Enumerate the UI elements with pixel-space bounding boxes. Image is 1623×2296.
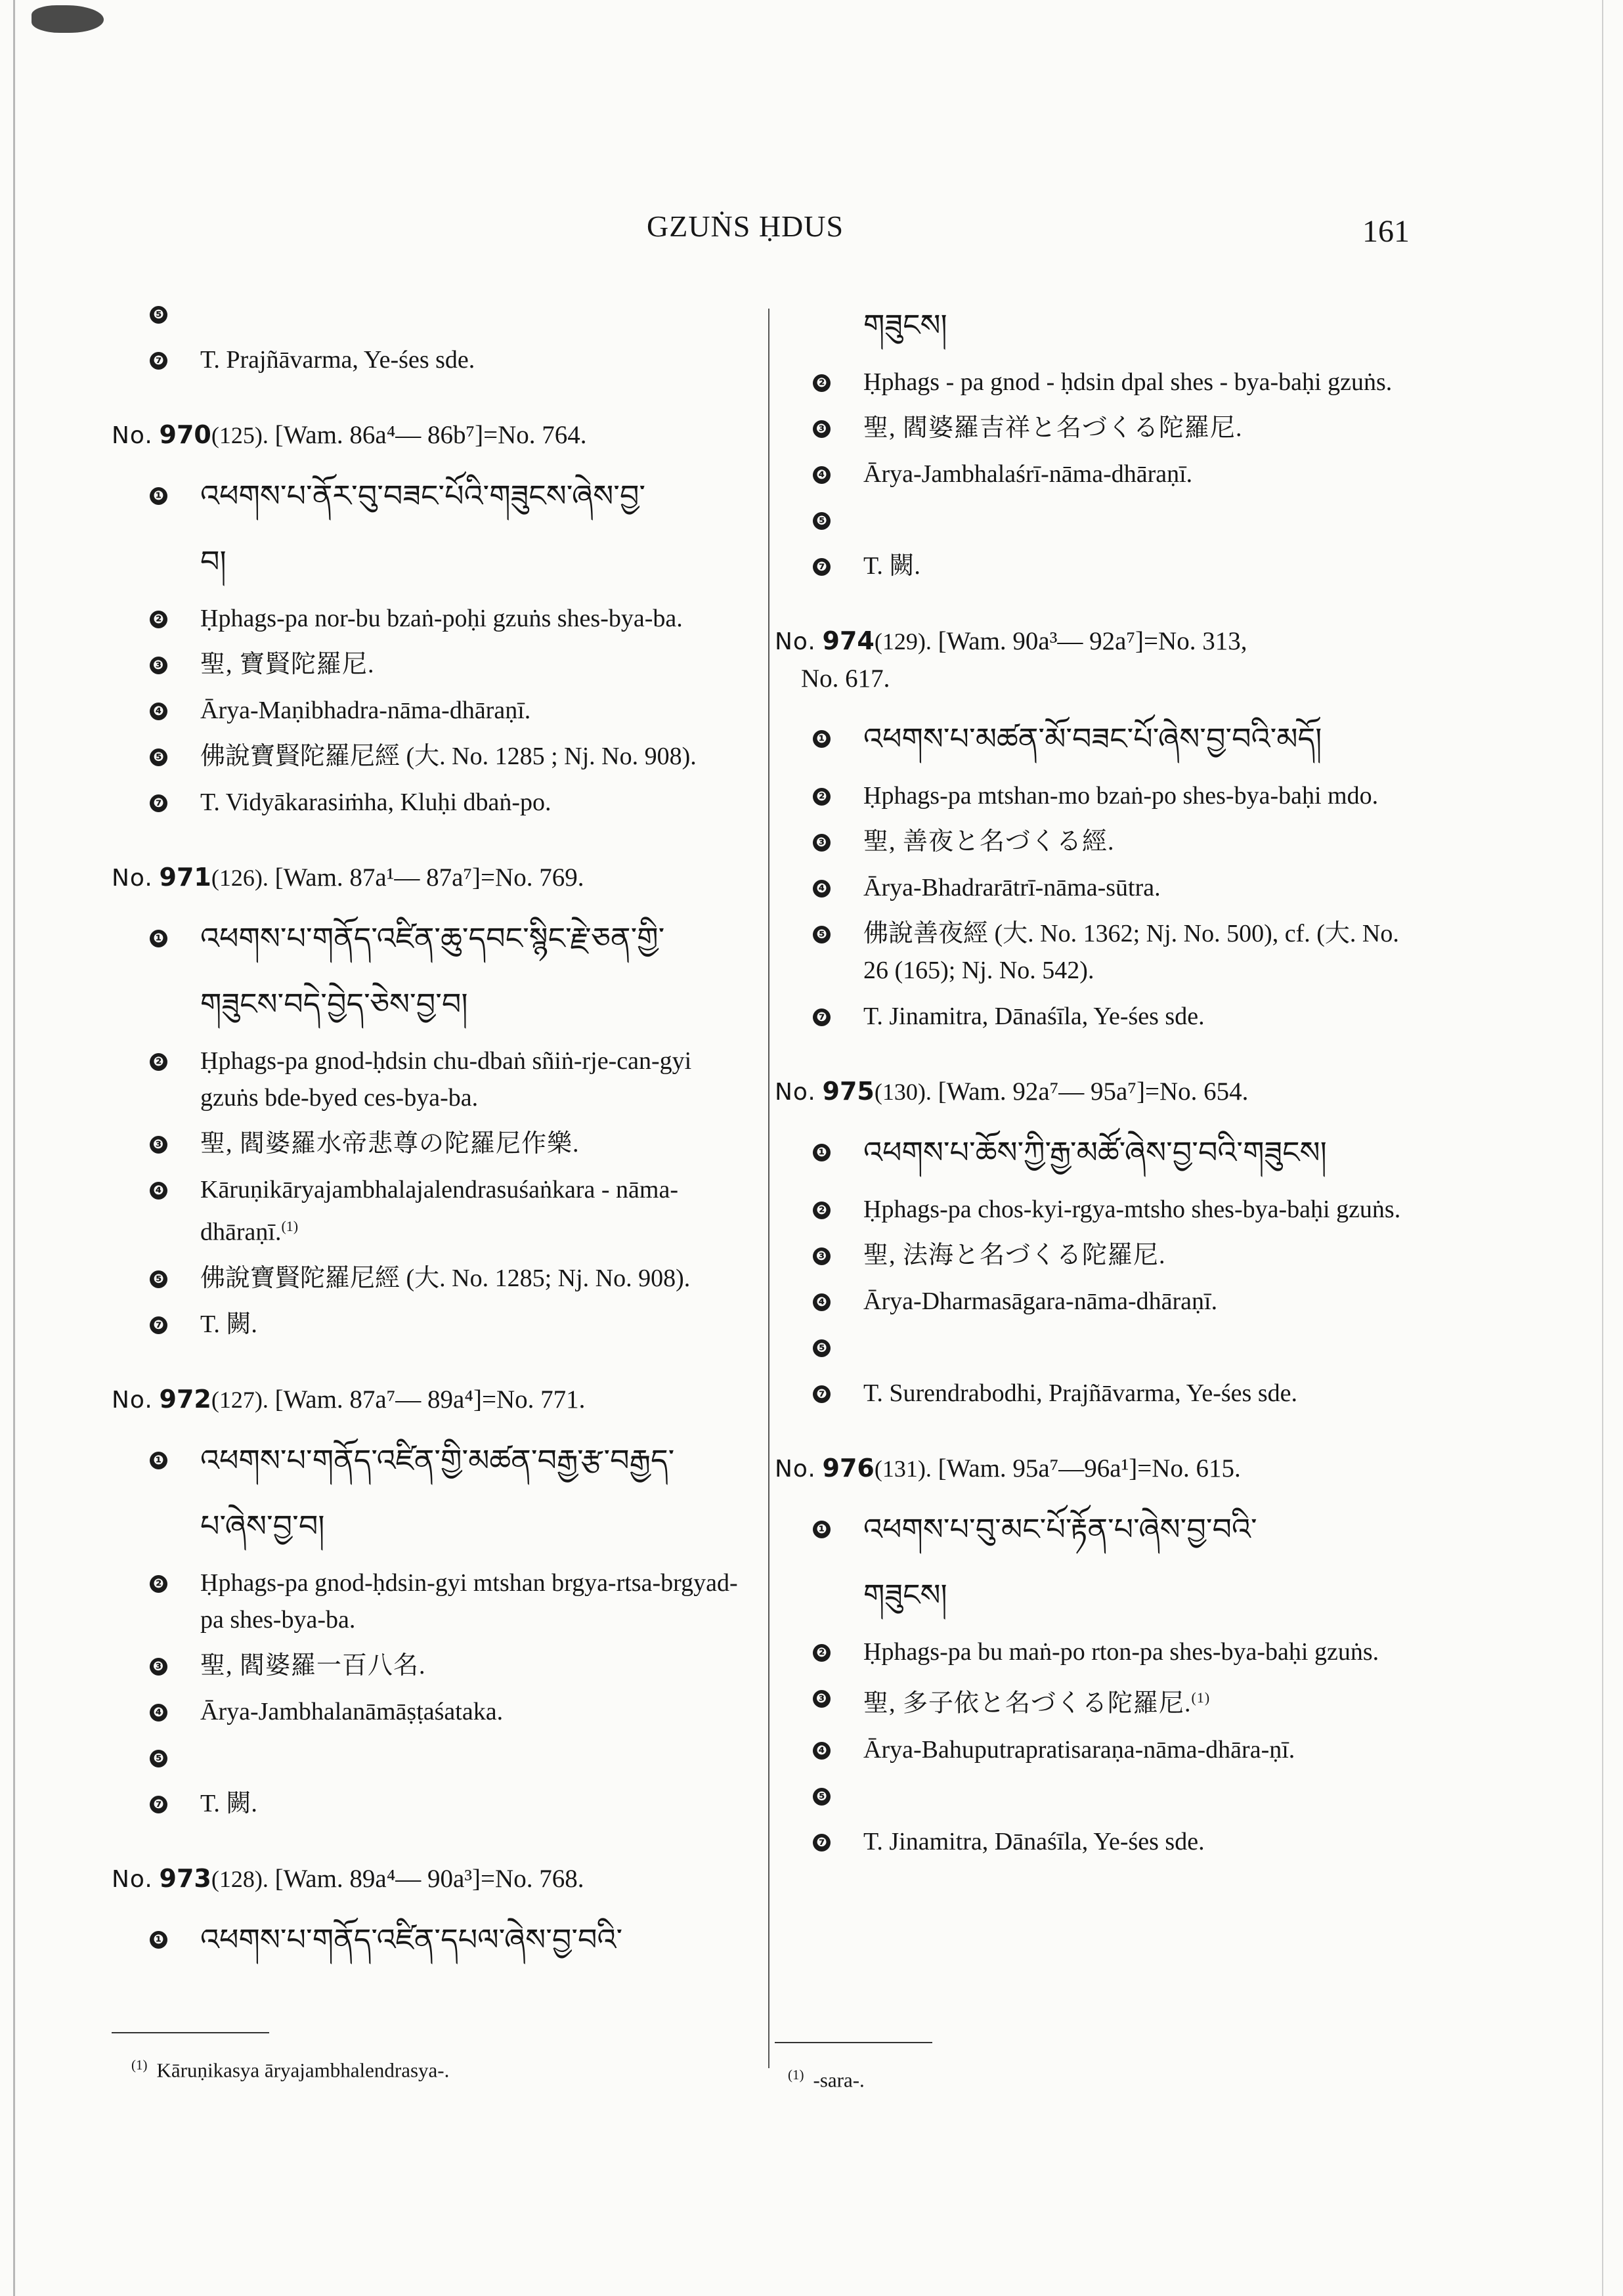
right-column [775,295,1421,1869]
entry-976-header: No. 976(131). [Wam. 95a⁷—96a¹]=No. 615. [775,1454,1241,1483]
marker-1-icon: ❶ [150,930,167,947]
marker-4-icon: ❹ [813,880,831,898]
marker-1-icon: ❶ [813,1144,831,1161]
chinese-title: ❸ 聖, 法海と名づくる陀羅尼. [775,1237,1421,1274]
transliteration: ❷ Ḥphags-pa gnod-ḥdsin chu-dbaṅ sñiṅ-rje-can-gyi gzuṅs bde-byed ces-bya-ba. [112,1043,752,1116]
marker-4-icon: ❹ [813,1293,831,1311]
translator-line: ❼ T. 闕. [112,1306,752,1343]
entry-973-header: No. 973(128). [Wam. 89a⁴— 90a³]=No. 768. [112,1863,584,1893]
tibetan-title-cont: པ་ཞེས་བྱ་བ། [200,1507,325,1544]
chinese-canon-reference [775,502,1421,538]
transliteration: ❷ Ḥphags-pa nor-bu bzaṅ-poḥi gzuṅs shes-bya-ba. [112,600,752,637]
footnote-left [131,2052,449,2083]
marker-3-icon: ❸ [813,1247,831,1265]
tibetan-title: ❶ འཕགས་པ་ནོར་བུ་བཟང་པོའི་གཟུངས་ཞེས་བྱ་ [112,466,752,525]
footnote-right [788,2062,865,2093]
transliteration: ❷ Ḥphags-pa mtshan-mo bzaṅ-po shes-bya-baḥi mdo. [775,777,1421,814]
left-column [112,295,752,1978]
sanskrit-title: ❹ Ārya-Maṇibhadra-nāma-dhāraṇī. [112,692,752,729]
tibetan-title-cont: བ། [200,544,227,579]
marker-5-icon: ❺ [150,306,167,324]
chinese-title: ❸ 聖, 閻婆羅一百八名. [112,1647,752,1684]
page-edge-right [1602,0,1603,2296]
ink-blot [32,5,104,33]
marker-5-icon: ❺ [813,512,831,530]
footnote-rule-left [112,2032,269,2033]
wam-reference: [Wam. 89a⁴— 90a³]=No. 768. [274,1864,584,1893]
wam-reference: [Wam. 87a¹— 87a⁷]=No. 769. [274,863,584,892]
entry-972-header: No. 972(127). [Wam. 87a⁷— 89a⁴]=No. 771. [112,1384,586,1414]
entry-970-header: No. 970(125). [Wam. 86a⁴— 86b⁷]=No. 764. [112,420,587,449]
translator-line: T. Prajñāvarma, Ye-śes sde. [200,346,475,374]
chinese-canon-reference [112,1739,752,1776]
footnote-reference: (1) [1191,1689,1211,1706]
entry-969-item-5 [112,295,752,332]
transliteration: ❷ Ḥphags-pa gnod-ḥdsin-gyi mtshan brgya-rtsa-brgyad-pa shes-bya-ba. [112,1565,752,1638]
marker-1-icon: ❶ [813,1521,831,1538]
marker-5-icon: ❺ [150,1270,167,1288]
tibetan-title-cont: གཟུངས་བདེ་བྱེད་ཅེས་བྱ་བ། [200,986,468,1022]
sanskrit-title: ❹ Ārya-Bhadrarātrī-nāma-sūtra. [775,869,1421,906]
marker-3-icon: ❸ [813,1690,831,1708]
sanskrit-title: ❹ Ārya-Jambhalanāmāṣṭaśataka. [112,1693,752,1730]
translator-line: ❼ T. 闕. [112,1785,752,1822]
tibetan-title: ❶ འཕགས་པ་གནོད་འཛིན་གྱི་མཚན་བརྒྱ་རྩ་བརྒྱད་ [112,1431,752,1490]
marker-5-icon: ❺ [813,926,831,943]
marker-2-icon: ❷ [150,1053,167,1071]
marker-7-icon: ❼ [150,794,167,812]
marker-7-icon: ❼ [150,1796,167,1813]
marker-3-icon: ❸ [150,1658,167,1676]
translator-line: ❼ T. Vidyākarasiṁha, Kluḥi dbaṅ-po. [112,784,752,821]
tibetan-title: ❶ འཕགས་པ་ཆོས་ཀྱི་རྒྱ་མཚོ་ཞེས་བྱ་བའི་གཟུངས། [775,1123,1421,1182]
chinese-title: ❸ 聖, 閻婆羅水帝悲尊の陀羅尼作樂. [112,1125,752,1162]
sanskrit-title: ❹ Ārya-Jambhalaśrī-nāma-dhāraṇī. [775,456,1421,492]
transliteration: ❷ Ḥphags-pa bu maṅ-po rton-pa shes-bya-baḥi gzuṅs. [775,1634,1421,1670]
translator-line: ❼ T. Jinamitra, Dānaśīla, Ye-śes sde. [775,1823,1421,1860]
chinese-canon-reference [775,1777,1421,1814]
marker-5-icon: ❺ [813,1788,831,1806]
chinese-canon-reference: ❺ 佛說善夜經 (大. No. 1362; Nj. No. 500), cf. (大. No. 26 (165); Nj. No. 542). [775,915,1421,989]
footnote-mark: (1) [788,2067,804,2083]
tibetan-title: ❶ འཕགས་པ་བུ་མང་པོ་རྟོན་པ་ཞེས་བྱ་བའི་ [775,1500,1421,1559]
tibetan-title: ❶ འཕགས་པ་མཚན་མོ་བཟང་པོ་ཞེས་བྱ་བའི་མདོ། [775,709,1421,768]
page-edge-left [13,0,15,2296]
tibetan-title-cont: གཟུངས། [863,1577,947,1613]
column-divider [768,309,769,2068]
entry-971-header: No. 971(126). [Wam. 87a¹— 87a⁷]=No. 769. [112,863,584,892]
wam-reference: [Wam. 92a⁷— 95a⁷]=No. 654. [938,1077,1249,1106]
sanskrit-title: ❹ Kāruṇikāryajambhalajalendrasuśaṅkara - nāma-dhāraṇī.$^{(1)}$ [112,1171,752,1251]
marker-5-icon: ❺ [150,748,167,766]
entry-974-header: No. 974(129). [Wam. 90a³— 92a⁷]=No. 313, No. 617. [775,622,1421,697]
tibetan-title-cont: གཟུངས། [863,307,947,343]
marker-4-icon: ❹ [150,703,167,720]
marker-2-icon: ❷ [813,374,831,392]
wam-reference: [Wam. 86a⁴— 86b⁷]=No. 764. [274,421,587,449]
chinese-canon-reference: ❺ 佛說寶賢陀羅尼經 (大. No. 1285; Nj. No. 908). [112,1260,752,1297]
running-head: GZUṄS ḤDUS [647,209,844,243]
footnote-text: -sara-. [813,2068,865,2092]
entry-975-header: No. 975(130). [Wam. 92a⁷— 95a⁷]=No. 654. [775,1077,1249,1106]
sanskrit-title: ❹ Ārya-Bahuputrapratisaraṇa-nāma-dhāra-ṇī. [775,1731,1421,1768]
chinese-canon-reference [775,1329,1421,1366]
marker-3-icon: ❸ [813,420,831,438]
wam-reference-cont: No. 617. [801,664,890,693]
wam-reference: [Wam. 87a⁷— 89a⁴]=No. 771. [274,1385,586,1414]
translator-line: ❼ T. Jinamitra, Dānaśīla, Ye-śes sde. [775,998,1421,1035]
chinese-canon-reference: ❺ 佛說寶賢陀羅尼經 (大. No. 1285 ; Nj. No. 908). [112,738,752,775]
marker-5-icon: ❺ [150,1750,167,1767]
marker-7-icon: ❼ [813,558,831,576]
marker-7-icon: ❼ [813,1008,831,1026]
transliteration: ❷ Ḥphags-pa chos-kyi-rgya-mtsho shes-bya-baḥi gzuṅs. [775,1191,1421,1228]
transliteration: ❷ Ḥphags - pa gnod - ḥdsin dpal shes - bya-baḥi gzuṅs. [775,364,1421,401]
marker-1-icon: ❶ [150,1452,167,1469]
marker-4-icon: ❹ [150,1182,167,1200]
marker-4-icon: ❹ [150,1704,167,1722]
marker-1-icon: ❶ [150,487,167,505]
marker-7-icon: ❼ [813,1834,831,1852]
footnote-mark: (1) [131,2057,148,2073]
marker-2-icon: ❷ [813,788,831,806]
chinese-title: ❸ 聖, 寶賢陀羅尼. [112,646,752,683]
marker-3-icon: ❸ [150,1136,167,1154]
marker-3-icon: ❸ [813,834,831,852]
footnote-reference: (1) [281,1218,299,1234]
marker-1-icon: ❶ [150,1931,167,1949]
marker-2-icon: ❷ [150,611,167,628]
chinese-title: ❸ 聖, 多子依と名づくる陀羅尼.$^{(1)}$ [775,1679,1421,1722]
entry-969-item-7 [112,341,752,378]
page-number: 161 [1362,214,1410,249]
chinese-title: ❸ 聖, 閻婆羅吉祥と名づくる陀羅尼. [775,410,1421,446]
marker-7-icon: ❼ [150,1316,167,1334]
marker-1-icon: ❶ [813,730,831,748]
marker-7-icon: ❼ [150,352,167,370]
footnote-rule-right [775,2042,932,2043]
marker-5-icon: ❺ [813,1339,831,1357]
marker-2-icon: ❷ [150,1575,167,1593]
marker-4-icon: ❹ [813,1742,831,1760]
translator-line: ❼ T. 闕. [775,548,1421,584]
marker-2-icon: ❷ [813,1644,831,1662]
marker-3-icon: ❸ [150,657,167,674]
translator-line: ❼ T. Surendrabodhi, Prajñāvarma, Ye-śes sde. [775,1375,1421,1412]
marker-7-icon: ❼ [813,1385,831,1403]
tibetan-title: ❶ འཕགས་པ་གནོད་འཛིན་ཆུ་དབང་སྙིང་རྗེ་ཅན་གྱི་ [112,909,752,968]
chinese-title: ❸ 聖, 善夜と名づくる經. [775,823,1421,860]
sanskrit-title: ❹ Ārya-Dharmasāgara-nāma-dhāraṇī. [775,1283,1421,1320]
wam-reference: [Wam. 90a³— 92a⁷]=No. 313, [938,627,1247,655]
wam-reference: [Wam. 95a⁷—96a¹]=No. 615. [938,1454,1241,1483]
marker-2-icon: ❷ [813,1202,831,1219]
marker-4-icon: ❹ [813,466,831,484]
footnote-text: Kāruṇikasya āryajambhalendrasya-. [156,2058,450,2082]
tibetan-title: ❶ འཕགས་པ་གནོད་འཛིན་དཔལ་ཞེས་བྱ་བའི་ [112,1910,752,1969]
